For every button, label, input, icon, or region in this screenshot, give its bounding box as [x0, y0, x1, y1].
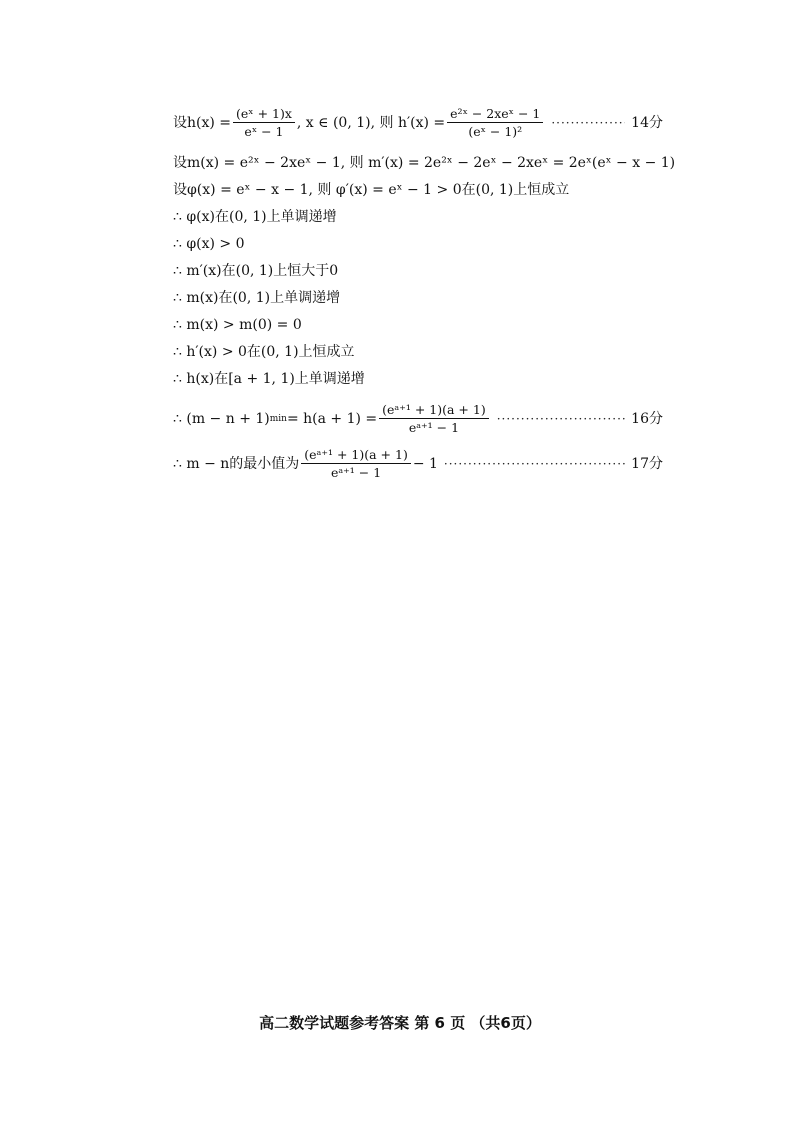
line-m-increasing — [173, 289, 663, 307]
line-h-derivative-positive — [173, 343, 663, 361]
line-text: = h(a + 1) = — [286, 410, 378, 427]
fraction-denominator: eᵃ⁺¹ − 1 — [408, 420, 460, 435]
line-text: ∴ φ(x) > 0 — [173, 236, 245, 252]
line-text: ∴ m − n的最小值为 — [173, 455, 300, 472]
line-define-phi — [173, 181, 663, 199]
line-text: 设m(x) = e²ˣ − 2xeˣ − 1, 则 m′(x) = 2e²ˣ − 2eˣ − 2xeˣ = 2eˣ(eˣ − x − 1) — [173, 155, 676, 171]
leader-dots — [497, 410, 625, 428]
fraction-denominator: eᵃ⁺¹ − 1 — [330, 465, 382, 480]
fraction-h — [233, 106, 295, 139]
fraction-h-a-plus-1 — [379, 402, 489, 435]
line-phi-increasing — [173, 208, 663, 226]
score-label: 17分 — [631, 455, 663, 472]
line-m-positive — [173, 316, 663, 334]
line-text: ∴ h(x)在[a + 1, 1)上单调递增 — [173, 371, 365, 387]
line-text: ∴ m(x) > m(0) = 0 — [173, 317, 302, 333]
fraction-numerator: (eᵃ⁺¹ + 1)(a + 1) — [301, 447, 411, 464]
fraction-numerator: e²ˣ − 2xeˣ − 1 — [447, 106, 543, 123]
line-text: ∴ h′(x) > 0在(0, 1)上恒成立 — [173, 344, 355, 360]
page-footer: 高二数学试题参考答案 第 6 页 （共6页） — [259, 1014, 541, 1032]
fraction-denominator: eˣ − 1 — [244, 124, 284, 139]
fraction-denominator: (eˣ − 1)² — [468, 124, 523, 139]
score-label: 16分 — [631, 410, 663, 427]
line-define-m — [173, 154, 676, 172]
leader-dots — [444, 455, 625, 473]
line-text: − 1 — [412, 455, 438, 472]
line-m-derivative-positive — [173, 262, 663, 280]
line-minimum-expression — [173, 402, 663, 435]
fraction-numerator: (eᵃ⁺¹ + 1)(a + 1) — [379, 402, 489, 419]
leader-dots — [551, 114, 625, 132]
fraction-final — [301, 447, 411, 480]
line-text: ∴ φ(x)在(0, 1)上单调递增 — [173, 209, 337, 225]
line-h-increasing — [173, 370, 663, 388]
line-text: 设φ(x) = eˣ − x − 1, 则 φ′(x) = eˣ − 1 > 0在(0, 1)上恒成立 — [173, 182, 570, 198]
fraction-numerator: (eˣ + 1)x — [233, 106, 295, 123]
subscript-min: min — [269, 413, 287, 424]
line-define-h — [173, 106, 663, 139]
line-text: ∴ (m − n + 1) — [173, 410, 270, 427]
fraction-h-derivative — [447, 106, 543, 139]
line-text: , x ∈ (0, 1), 则 h′(x) = — [296, 114, 446, 131]
line-text: ∴ m′(x)在(0, 1)上恒大于0 — [173, 263, 339, 279]
line-text: ∴ m(x)在(0, 1)上单调递增 — [173, 290, 341, 306]
line-phi-positive — [173, 235, 663, 253]
score-label: 14分 — [631, 114, 663, 131]
line-final-answer — [173, 447, 663, 480]
line-text: 设h(x) = — [173, 114, 232, 131]
